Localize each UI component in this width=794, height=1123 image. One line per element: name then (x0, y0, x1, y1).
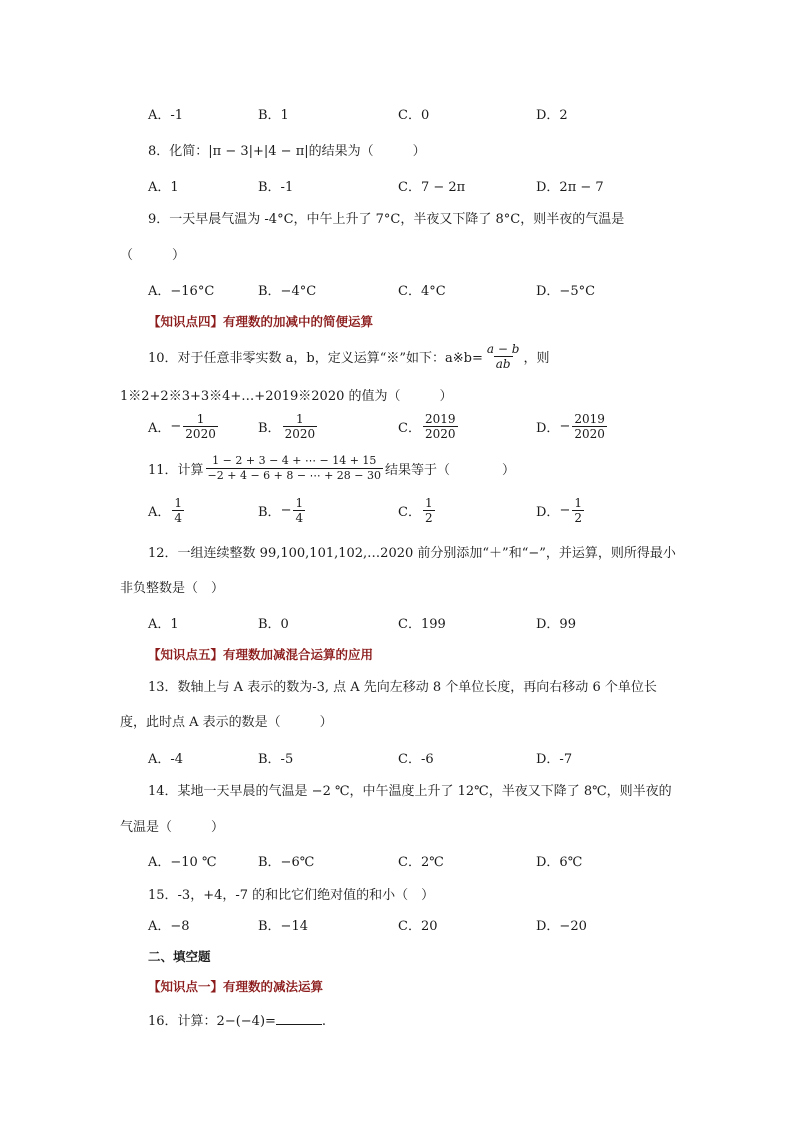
q11-option-d (536, 496, 586, 525)
q10-line2: 1※2+2※3+3※4+…+2019※2020 的值为（ ） (120, 389, 453, 404)
q11-option-b-sign: − (280, 503, 292, 518)
q15-option-a: A．−8 (148, 919, 190, 934)
q11-option-d-label: D． (536, 505, 560, 520)
q10-option-b-frac (283, 412, 318, 441)
q11-option-c-label: C． (398, 505, 421, 520)
q10-option-c-num: 2019 (424, 412, 456, 426)
q11-option-d-frac (572, 496, 584, 525)
q13-option-a: A．-4 (148, 752, 184, 767)
q7-option-d: D．2 (536, 108, 568, 123)
q16-stem-text: 16．计算：2−(−4)= (148, 1014, 276, 1029)
q11-option-c-num: 1 (424, 496, 433, 510)
q11-option-c-den: 2 (424, 511, 433, 525)
q11-option-b-den: 4 (295, 511, 304, 525)
q14-option-a: A．−10 ℃ (148, 855, 217, 870)
q16-answer-blank[interactable] (276, 1012, 322, 1025)
q15-option-b: B．−14 (258, 919, 308, 934)
q10-option-c-frac (423, 412, 458, 441)
q10-stem-b: ，则 (523, 350, 550, 366)
q11-option-b-num: 1 (295, 496, 304, 510)
q9-option-d: D．−5°C (536, 284, 596, 299)
q10-stem (148, 342, 549, 370)
q11-option-d-den: 2 (574, 511, 582, 525)
q9-option-a: A．−16°C (148, 284, 215, 299)
q10-option-c (398, 412, 460, 441)
q8-option-b: B．-1 (258, 180, 294, 195)
q14-option-d: D．6℃ (536, 855, 583, 870)
q7-option-a: A．-1 (148, 108, 184, 123)
q11-option-a-frac (172, 496, 184, 525)
q11-suffix: 结果等于（ ） (385, 463, 516, 478)
q10-option-d-num: 2019 (574, 412, 605, 426)
q15-stem: 15．-3，+4，-7 的和比它们绝对值的和小（ ） (148, 888, 435, 903)
q11-option-d-num: 1 (574, 496, 582, 510)
q11-frac-num: 1 − 2 + 3 − 4 + ⋯ − 14 + 15 (212, 454, 377, 467)
q10-fraction (485, 342, 522, 371)
q10-option-b-num: 1 (296, 412, 304, 426)
q12-line2: 非负整数是（ ） (120, 581, 225, 596)
q16-stem (148, 1010, 326, 1029)
q14-stem: 14．某地一天早晨的气温是 −2 ℃，中午温度上升了 12℃，半夜又下降了 8℃，则半夜的 (148, 784, 672, 799)
q13-option-c: C．-6 (398, 752, 434, 767)
q11-option-a-den: 4 (174, 511, 183, 525)
q12-option-a: A．1 (148, 617, 179, 632)
q11-fraction (206, 454, 383, 483)
q11-option-a (148, 496, 186, 525)
q16-end: . (321, 1014, 327, 1029)
section-heading-k5: 【知识点五】有理数加减混合运算的应用 (148, 647, 374, 662)
q10-option-a-sign: − (170, 419, 182, 434)
q12-stem: 12．一组连续整数 99,100,101,102,…2020 前分别添加“＋”和“−”，并运算，则所得最小 (148, 546, 676, 561)
q14-line2: 气温是（ ） (120, 820, 225, 835)
q11-option-b (258, 496, 307, 525)
q11-option-a-label: A． (148, 505, 171, 520)
q11-option-d-sign: − (559, 503, 571, 518)
q10-option-b-label: B． (258, 421, 281, 436)
q8-option-d: D．2π − 7 (536, 180, 604, 195)
q10-option-a-frac (183, 412, 218, 441)
q14-option-c: C．2℃ (398, 855, 444, 870)
q7-option-b: B．1 (258, 108, 289, 123)
q11-option-c-frac (423, 496, 435, 525)
q13-line2: 度，此时点 A 表示的数是（ ） (120, 715, 333, 730)
q10-option-d-frac (572, 412, 607, 441)
q15-option-c: C．20 (398, 919, 438, 934)
q12-option-c: C．199 (398, 617, 446, 632)
q10-option-a-den: 2020 (185, 427, 216, 441)
q9-option-c: C．4°C (398, 284, 446, 299)
q11-option-a-num: 1 (174, 496, 183, 510)
q11-option-b-label: B． (258, 505, 281, 520)
q7-option-c: C．0 (398, 108, 430, 123)
section-heading-k4: 【知识点四】有理数的加减中的简便运算 (148, 314, 374, 329)
q11-stem (148, 454, 515, 483)
q8-stem: 8．化简：|π − 3|+|4 − π|的结果为（ ） (148, 144, 426, 159)
q14-option-b: B．−6℃ (258, 855, 315, 870)
q10-option-a (148, 412, 220, 441)
q10-option-a-label: A． (148, 421, 171, 436)
q9-option-b: B．−4°C (258, 284, 317, 299)
section-heading-k1: 【知识点一】有理数的减法运算 (148, 979, 324, 994)
q13-stem: 13．数轴上与 A 表示的数为-3, 点 A 先向左移动 8 个单位长度，再向右移动 6 个单位长 (148, 680, 657, 695)
q8-option-c: C．7 − 2π (398, 180, 466, 195)
q9-paren: （ ） (120, 248, 186, 263)
q10-option-d (536, 412, 609, 441)
q10-option-b (258, 412, 319, 441)
q10-option-d-sign: − (559, 419, 571, 434)
q9-stem: 9．一天早晨气温为 -4°C，中午上升了 7°C，半夜又下降了 8°C，则半夜的气温是 (148, 212, 625, 227)
q10-frac-den: ab (495, 356, 511, 371)
q10-option-d-den: 2020 (574, 427, 605, 441)
q12-option-b: B．0 (258, 617, 289, 632)
q10-frac-num: a − b (486, 341, 520, 356)
part-heading-fill-in: 二、填空题 (148, 949, 211, 964)
q10-option-c-den: 2020 (424, 427, 456, 441)
q13-option-d: D．-7 (536, 752, 573, 767)
q10-stem-a: 10．对于任意非零实数 a，b，定义运算“※”如下：a※b= (148, 350, 483, 366)
q11-option-c (398, 496, 437, 525)
q11-prefix: 11．计算 (148, 463, 204, 478)
q10-option-b-den: 2020 (284, 427, 316, 441)
q8-option-a: A．1 (148, 180, 179, 195)
q15-option-d: D．−20 (536, 919, 587, 934)
q11-frac-den: −2 + 4 − 6 + 8 − ⋯ + 28 − 30 (207, 469, 382, 482)
q10-option-d-label: D． (536, 421, 560, 436)
q10-option-c-label: C． (398, 421, 421, 436)
q10-option-a-num: 1 (196, 412, 205, 426)
q13-option-b: B．-5 (258, 752, 294, 767)
q11-option-b-frac (293, 496, 305, 525)
q12-option-d: D．99 (536, 617, 576, 632)
